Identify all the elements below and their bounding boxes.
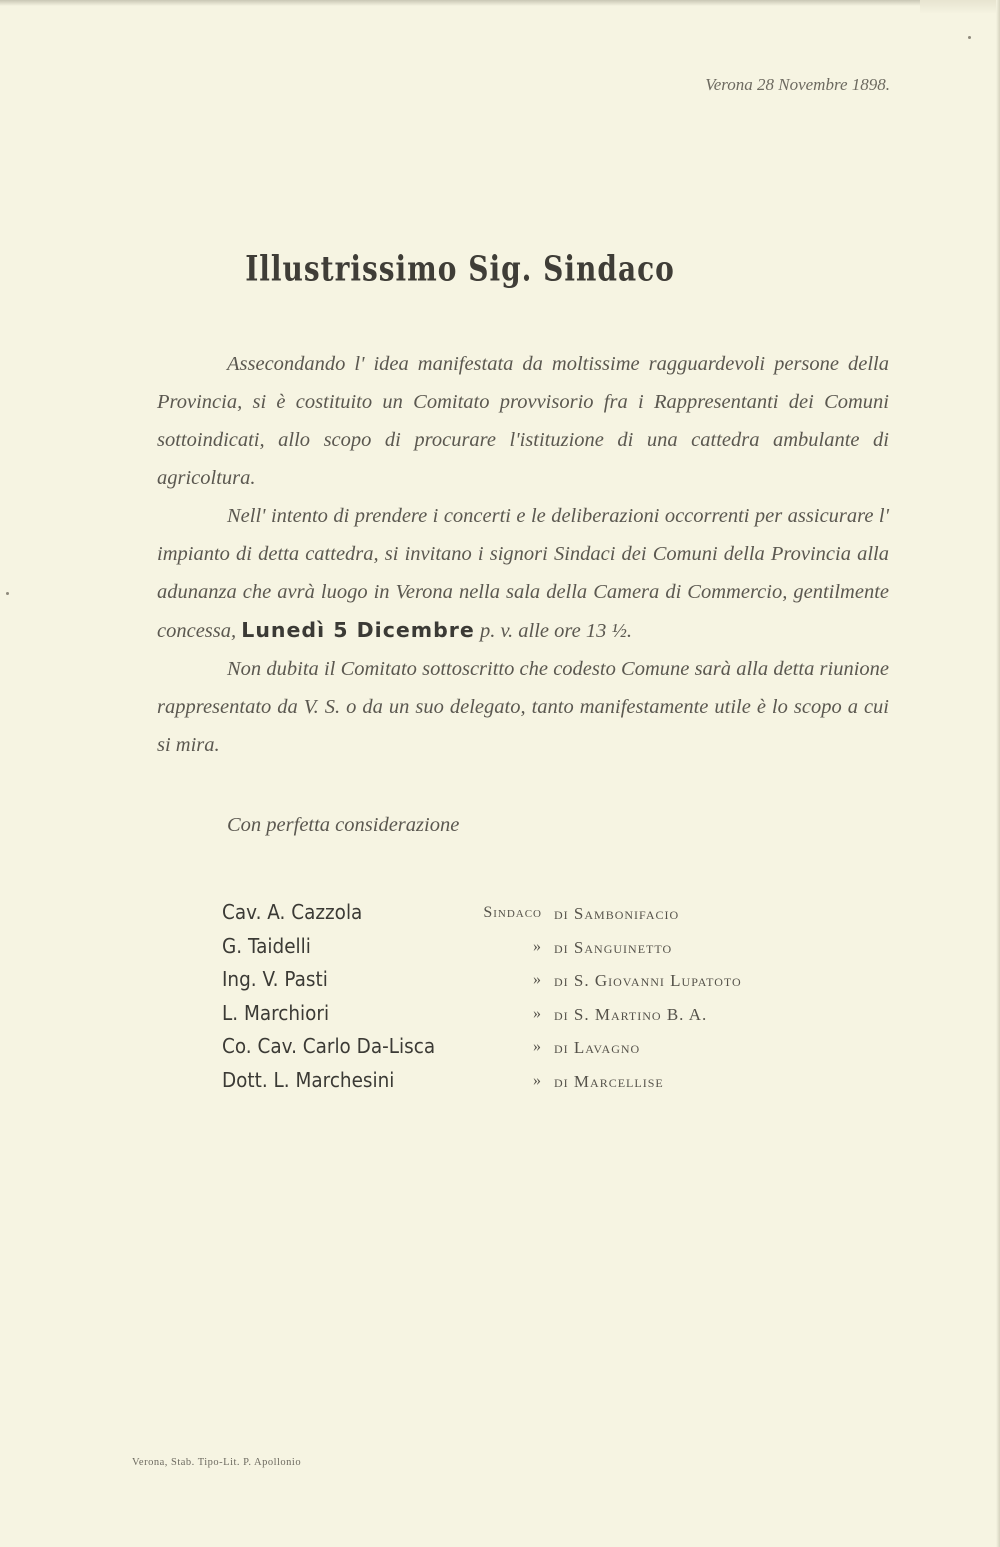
signatory-title: » bbox=[533, 1071, 542, 1089]
paragraph-3: Non dubita il Comitato sottoscritto che codesto Comune sarà alla detta riunione rappresentato da V. S. o da un suo delegato, tanto manifestamente utile è lo scopo a cui si mira. bbox=[157, 658, 889, 756]
page-edge bbox=[0, 0, 1000, 6]
signatory-row bbox=[222, 1034, 922, 1068]
signatory-name: Co. Cav. Carlo Da-Lisca bbox=[222, 1034, 436, 1058]
signatory-town: di Sambonifacio bbox=[554, 904, 680, 923]
printer-imprint: Verona, Stab. Tipo-Lit. P. Apollonio bbox=[132, 1457, 302, 1468]
page-edge-right bbox=[996, 0, 1000, 1547]
signatory-title: » bbox=[533, 937, 542, 955]
signatory-town: di Marcellise bbox=[554, 1071, 664, 1091]
signatory-row bbox=[222, 934, 922, 968]
paper-speck bbox=[6, 592, 9, 595]
page-corner-fold bbox=[920, 0, 1000, 14]
salutation-heading: Illustrissimo Sig. Sindaco bbox=[245, 248, 675, 290]
paragraph-1: Assecondando l' idea manifestata da moltissime ragguardevoli persone della Provincia, si è costituito un Comitato provvisorio fra i Rappresentanti dei Comuni sottoindicati, allo scopo di procurare l'istituzione di una cattedra ambulante di agricoltura. bbox=[157, 353, 889, 489]
letter-body bbox=[157, 345, 889, 764]
paper-speck bbox=[968, 36, 971, 39]
signatory-town: di Sanguinetto bbox=[554, 937, 673, 957]
signatory-town: di S. Giovanni Lupatoto bbox=[554, 971, 742, 990]
signatory-name: Dott. L. Marchesini bbox=[222, 1067, 395, 1092]
signatory-town: di S. Martino B. A. bbox=[554, 1004, 708, 1024]
paragraph-2 bbox=[157, 497, 889, 650]
meeting-time: p. v. alle ore 13 ½. bbox=[479, 620, 632, 642]
signatory-name: L. Marchiori bbox=[222, 1000, 330, 1025]
signatory-name: Cav. A. Cazzola bbox=[222, 900, 363, 924]
signatory-row bbox=[222, 1068, 922, 1102]
paragraph-2-text: Nell' intento di prendere i concerti e le deliberazioni occorrenti per assicurare l' impianto di detta cattedra, si invitano i signori Sindaci dei Comuni della Provincia alla adunanza che avrà luogo in Verona nella sala della Camera di Commercio, gentilmente concessa, bbox=[157, 505, 889, 642]
signatory-name: Ing. V. Pasti bbox=[222, 967, 328, 991]
meeting-date: Lunedì 5 Dicembre bbox=[241, 618, 475, 642]
signatory-row bbox=[222, 967, 922, 1001]
signatory-name: G. Taidelli bbox=[222, 933, 311, 958]
signatory-title: » bbox=[533, 1004, 542, 1022]
signatory-row bbox=[222, 1001, 922, 1035]
signatory-title: » bbox=[533, 971, 542, 988]
signatory-town: di Lavagno bbox=[554, 1038, 641, 1057]
signatory-row bbox=[222, 900, 922, 934]
letter-date: Verona 28 Novembre 1898. bbox=[705, 75, 890, 94]
closing-formula: Con perfetta considerazione bbox=[227, 814, 460, 836]
signatory-title: Sindaco bbox=[483, 904, 542, 921]
signatory-title: » bbox=[533, 1038, 542, 1055]
signatories-list bbox=[222, 900, 922, 1101]
